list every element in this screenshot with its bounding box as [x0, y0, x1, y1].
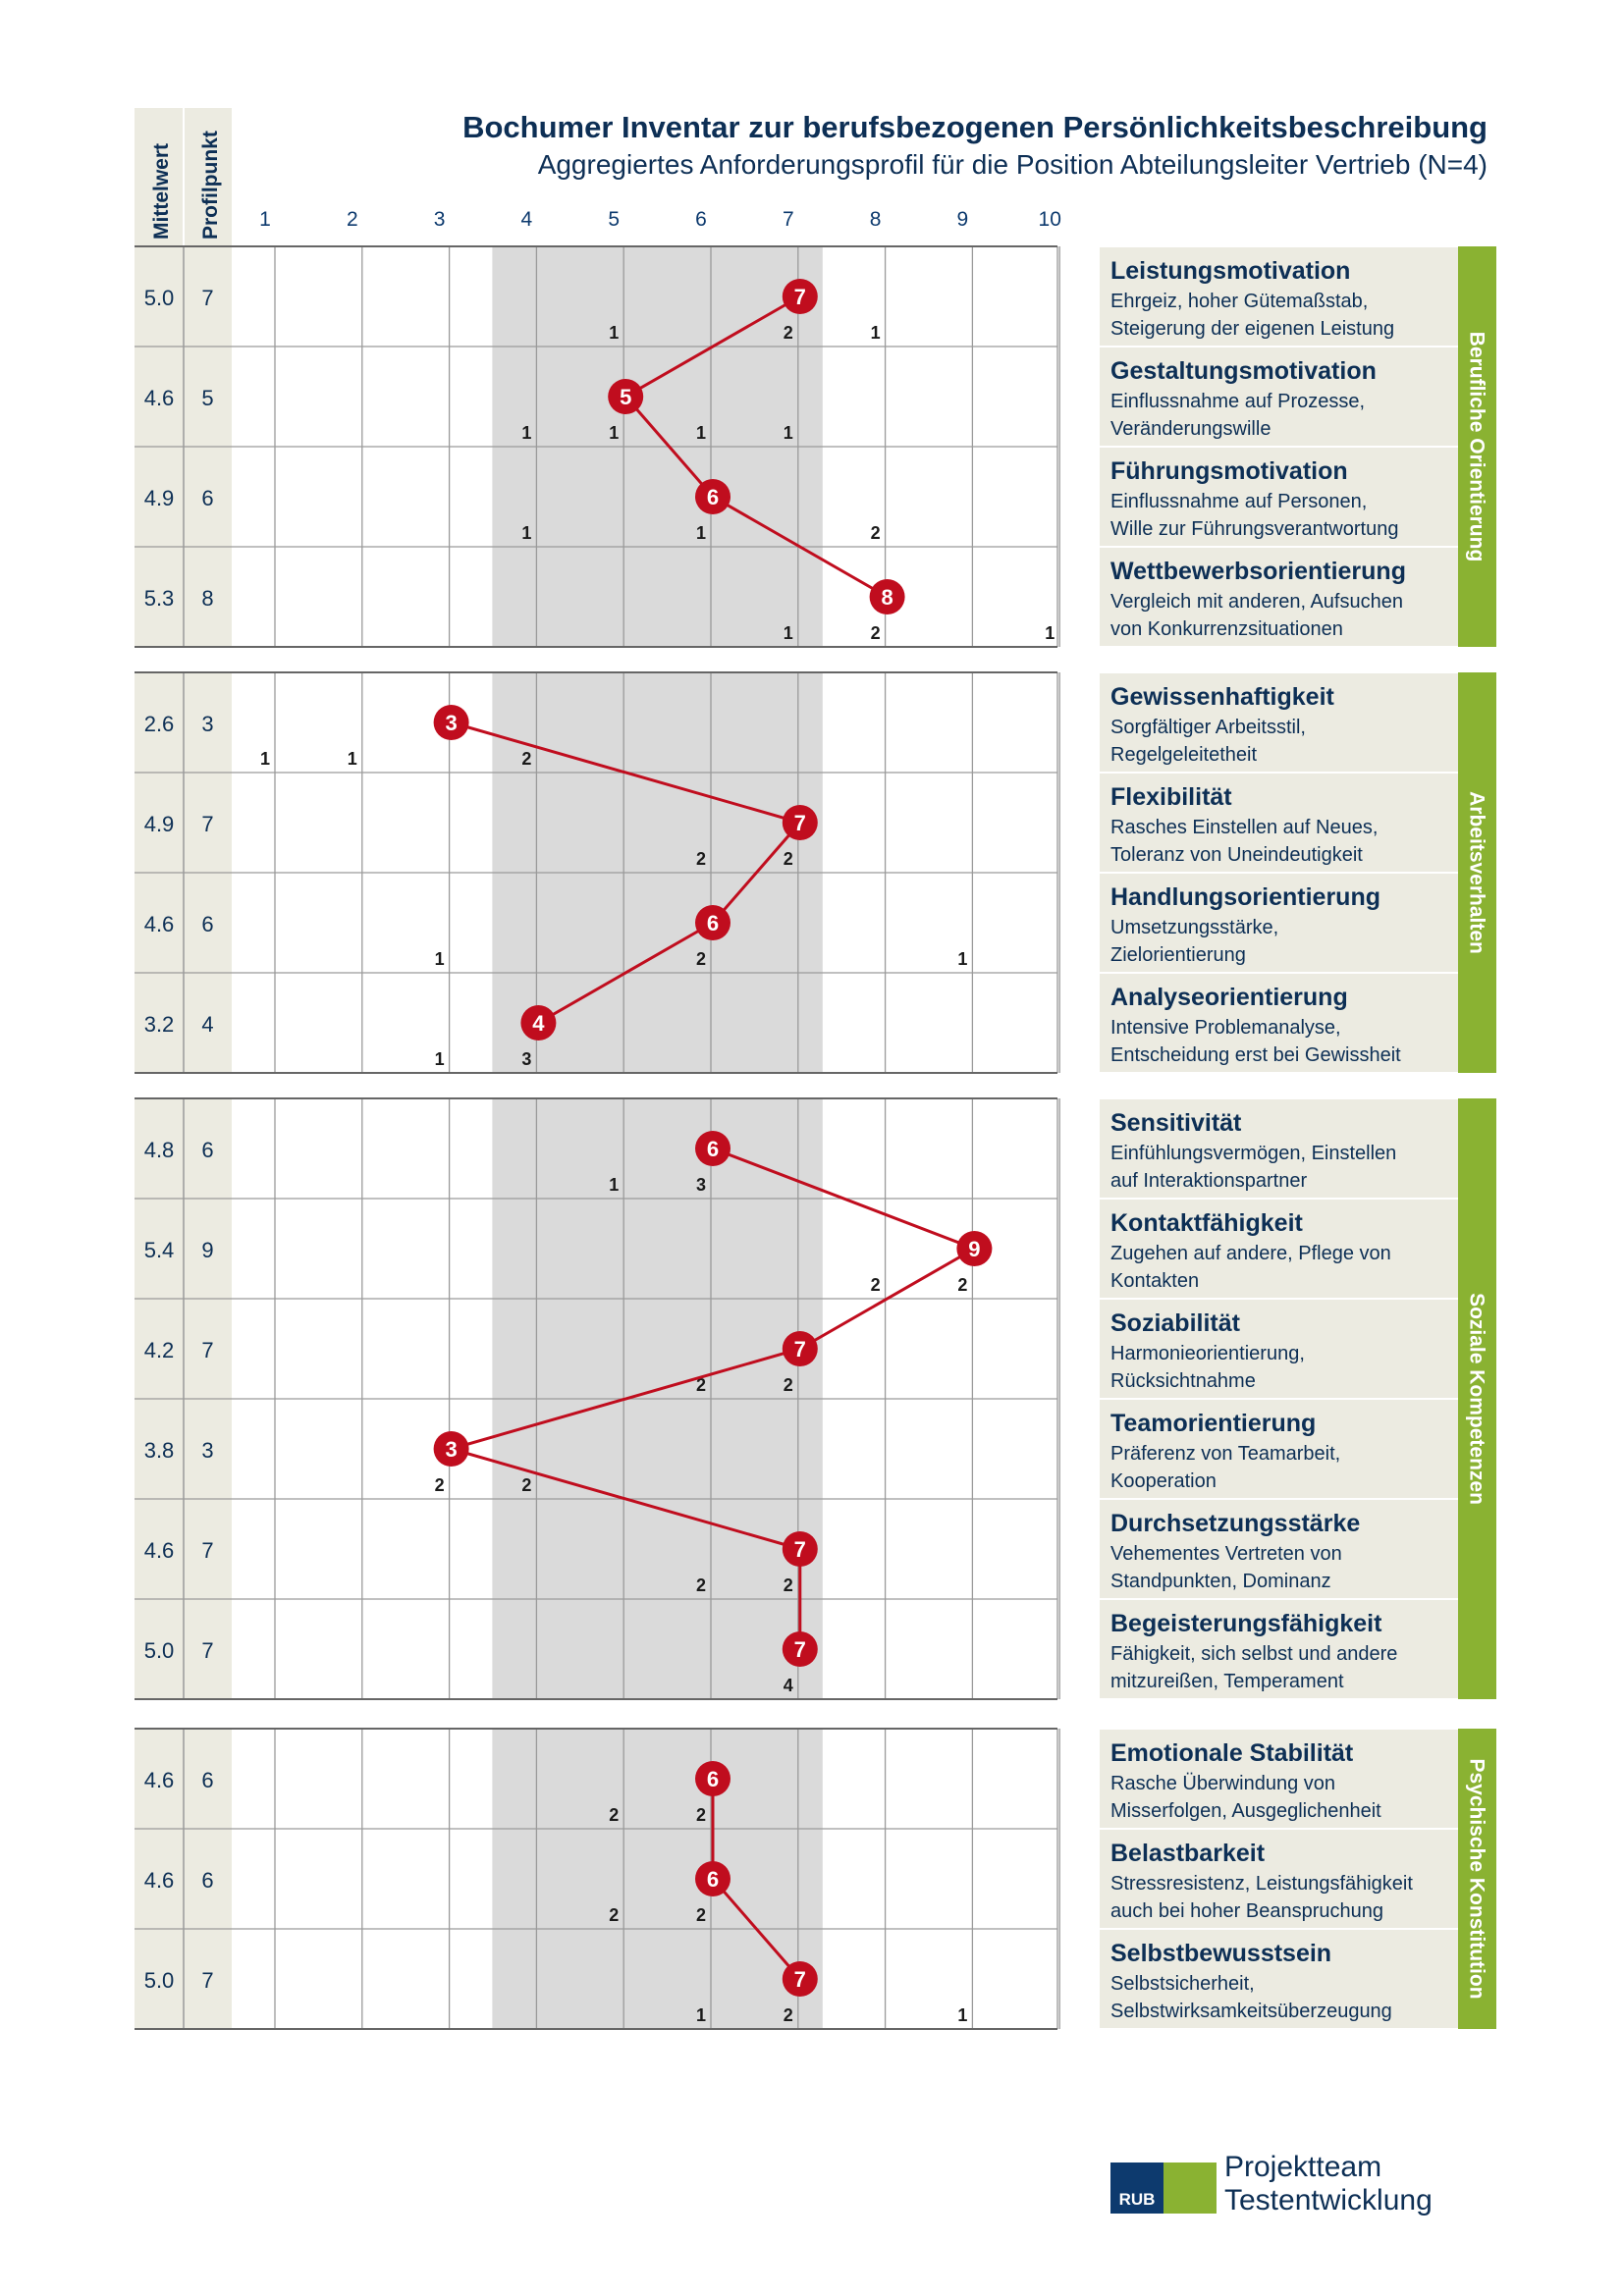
dimension-desc: Standpunkten, Dominanz — [1110, 1571, 1331, 1592]
group-label: Berufliche Orientierung — [1465, 331, 1488, 562]
dimension-desc: Veränderungswille — [1110, 418, 1271, 440]
axis-tick-7: 7 — [782, 208, 794, 231]
profile-value: 7 — [201, 1538, 214, 1563]
profile-marker-label: 6 — [706, 1767, 720, 1791]
dimension-desc: Einfühlungsvermögen, Einstellen — [1110, 1143, 1397, 1164]
response-count: 2 — [695, 849, 707, 869]
dimension-desc: Intensive Problemanalyse, — [1110, 1017, 1341, 1039]
response-count: 4 — [783, 1676, 793, 1695]
axis-tick-6: 6 — [695, 208, 707, 231]
dimension-title: Gewissenhaftigkeit — [1110, 683, 1334, 711]
response-count: 2 — [783, 849, 793, 869]
response-count: 2 — [870, 523, 881, 543]
dimension-desc: Entscheidung erst bei Gewissheit — [1110, 1044, 1401, 1066]
dimension-desc: Stressresistenz, Leistungsfähigkeit — [1110, 1873, 1413, 1895]
profile-column-header: Profilpunkt — [199, 131, 222, 240]
response-count: 1 — [1045, 623, 1055, 643]
average-band — [492, 1729, 822, 2029]
dimension-desc: Kooperation — [1110, 1470, 1217, 1492]
profile-marker-label: 5 — [620, 385, 632, 409]
response-count: 1 — [609, 323, 620, 343]
group-label: Psychische Konstitution — [1465, 1758, 1488, 2000]
dimension-title: Durchsetzungsstärke — [1110, 1510, 1361, 1537]
dimension-title: Flexibilität — [1110, 783, 1232, 811]
response-count: 1 — [609, 423, 620, 443]
axis-tick-5: 5 — [608, 208, 621, 231]
dimension-desc: Zielorientierung — [1110, 944, 1246, 966]
axis-tick-8: 8 — [869, 208, 882, 231]
mean-value: 4.2 — [143, 1338, 175, 1362]
dimension-desc: Rasches Einstellen auf Neues, — [1110, 817, 1379, 838]
profile-marker-label: 6 — [706, 1137, 720, 1161]
profile-marker-label: 7 — [793, 1967, 806, 1992]
profile-marker-label: 7 — [793, 1337, 806, 1362]
mean-value: 3.2 — [143, 1012, 175, 1037]
dimension-title: Analyseorientierung — [1110, 984, 1348, 1011]
page-title: Bochumer Inventar zur berufsbezogenen Persönlichkeitsbeschreibung — [462, 110, 1488, 144]
dimension-title: Selbstbewusstsein — [1110, 1940, 1332, 1967]
page-subtitle: Aggregiertes Anforderungsprofil für die Position Abteilungsleiter Vertrieb (N=4) — [537, 149, 1488, 180]
response-count: 1 — [870, 323, 881, 343]
mean-value: 4.6 — [143, 1868, 175, 1893]
profile-value: 3 — [201, 1438, 214, 1463]
profile-marker-label: 3 — [445, 1437, 458, 1462]
mean-value: 5.0 — [143, 286, 175, 310]
response-count: 1 — [609, 1175, 620, 1195]
profile-value: 3 — [201, 712, 214, 736]
profile-marker-label: 7 — [793, 1537, 806, 1562]
profile-marker-label: 4 — [532, 1011, 545, 1036]
logo-line-2: Testentwicklung — [1224, 2184, 1433, 2216]
profile-value: 6 — [201, 1138, 214, 1162]
mean-column-header: Mittelwert — [150, 142, 173, 240]
response-count: 1 — [695, 523, 707, 543]
response-count: 2 — [434, 1475, 445, 1495]
response-count: 1 — [434, 949, 445, 969]
dimension-desc: Wille zur Führungsverantwortung — [1110, 518, 1399, 540]
mean-value: 4.8 — [143, 1138, 175, 1162]
response-count: 2 — [783, 1575, 793, 1595]
dimension-desc: Einflussnahme auf Prozesse, — [1110, 391, 1366, 412]
group-3 — [135, 1098, 1496, 1699]
mean-value: 5.4 — [143, 1238, 175, 1262]
rub-logo — [1110, 2151, 1434, 2219]
profile-value: 6 — [201, 912, 214, 936]
dimension-desc: Rücksichtnahme — [1110, 1370, 1256, 1392]
dimension-title: Kontaktfähigkeit — [1110, 1209, 1303, 1237]
group-1 — [135, 246, 1496, 647]
mean-value: 5.0 — [143, 1638, 175, 1663]
dimension-desc: Kontakten — [1110, 1270, 1200, 1292]
response-count: 1 — [259, 749, 271, 769]
dimension-desc: Rasche Überwindung von — [1110, 1773, 1336, 1794]
response-count: 1 — [521, 423, 532, 443]
response-count: 2 — [957, 1275, 968, 1295]
response-count: 3 — [695, 1175, 707, 1195]
dimension-desc: Harmonieorientierung, — [1110, 1343, 1305, 1364]
response-count: 2 — [695, 1805, 707, 1825]
mean-value: 5.0 — [143, 1968, 175, 1993]
response-count: 2 — [783, 2005, 793, 2025]
dimension-desc: Selbstsicherheit, — [1110, 1973, 1255, 1995]
profile-value: 9 — [201, 1238, 214, 1262]
axis-tick-1: 1 — [259, 208, 271, 231]
dimension-desc: Selbstwirksamkeitsüberzeugung — [1110, 2001, 1392, 2022]
axis-tick-3: 3 — [433, 208, 446, 231]
response-count: 3 — [521, 1049, 532, 1069]
dimension-desc: von Konkurrenzsituationen — [1110, 618, 1343, 640]
group-label: Soziale Kompetenzen — [1465, 1293, 1488, 1505]
group-4 — [135, 1729, 1496, 2029]
dimension-desc: Toleranz von Uneindeutigkeit — [1110, 844, 1363, 866]
mean-value: 4.6 — [143, 1768, 175, 1792]
profile-marker-label: 3 — [445, 711, 458, 735]
dimension-desc: Zugehen auf andere, Pflege von — [1110, 1243, 1391, 1264]
profile-value: 6 — [201, 486, 214, 510]
mean-value: 4.6 — [143, 912, 175, 936]
dimension-desc: Steigerung der eigenen Leistung — [1110, 318, 1395, 340]
dimension-desc: mitzureißen, Temperament — [1110, 1671, 1344, 1692]
response-count: 1 — [957, 949, 968, 969]
response-count: 2 — [695, 949, 707, 969]
response-count: 1 — [695, 2005, 707, 2025]
profile-marker-label: 6 — [706, 911, 720, 935]
dimension-desc: Vergleich mit anderen, Aufsuchen — [1110, 591, 1403, 613]
axis-tick-4: 4 — [520, 208, 533, 231]
profile-marker-label: 9 — [968, 1237, 981, 1261]
response-count: 2 — [609, 1805, 620, 1825]
response-count: 1 — [783, 623, 793, 643]
response-count: 2 — [695, 1905, 707, 1925]
response-count: 2 — [783, 1375, 793, 1395]
dimension-title: Leistungsmotivation — [1110, 257, 1351, 285]
profile-value: 4 — [201, 1012, 214, 1037]
response-count: 1 — [434, 1049, 445, 1069]
dimension-desc: Regelgeleitetheit — [1110, 744, 1257, 766]
mean-value: 2.6 — [143, 712, 175, 736]
dimension-desc: Einflussnahme auf Personen, — [1110, 491, 1368, 512]
profile-value: 7 — [201, 812, 214, 836]
group-2 — [135, 672, 1496, 1073]
response-count: 1 — [347, 749, 357, 769]
mean-value: 4.9 — [143, 812, 175, 836]
profile-value: 7 — [201, 1968, 214, 1993]
response-count: 2 — [783, 323, 793, 343]
profile-value: 6 — [201, 1768, 214, 1792]
response-count: 2 — [870, 623, 881, 643]
dimension-title: Belastbarkeit — [1110, 1840, 1266, 1867]
dimension-title: Soziabilität — [1110, 1309, 1240, 1337]
response-count: 2 — [521, 1475, 532, 1495]
dimension-title: Emotionale Stabilität — [1110, 1739, 1354, 1767]
profile-value: 5 — [201, 386, 214, 410]
profile-value: 6 — [201, 1868, 214, 1893]
profile-value: 7 — [201, 286, 214, 310]
axis-tick-9: 9 — [956, 208, 969, 231]
mean-value: 5.3 — [143, 586, 175, 611]
response-count: 2 — [695, 1375, 707, 1395]
axis-tick-10: 10 — [1038, 208, 1061, 231]
dimension-title: Sensitivität — [1110, 1109, 1242, 1137]
dimension-desc: Umsetzungsstärke, — [1110, 917, 1279, 938]
logo-shape-icon — [1163, 2163, 1217, 2214]
profile-value: 8 — [201, 586, 214, 611]
profile-marker-label: 6 — [706, 485, 720, 509]
dimension-title: Handlungsorientierung — [1110, 883, 1380, 911]
dimension-desc: Sorgfältiger Arbeitsstil, — [1110, 717, 1306, 738]
axis-tick-2: 2 — [346, 208, 358, 231]
response-count: 1 — [957, 2005, 968, 2025]
mean-value: 4.6 — [143, 1538, 175, 1563]
dimension-desc: Präferenz von Teamarbeit, — [1110, 1443, 1341, 1465]
dimension-title: Teamorientierung — [1110, 1410, 1317, 1437]
response-count: 2 — [870, 1275, 881, 1295]
profile-value: 7 — [201, 1338, 214, 1362]
rub-logo-box: RUB — [1110, 2163, 1163, 2214]
response-count: 2 — [521, 749, 532, 769]
logo-line-1: Projektteam — [1224, 2151, 1382, 2183]
dimension-desc: Vehementes Vertreten von — [1110, 1543, 1342, 1565]
group-label: Arbeitsverhalten — [1465, 791, 1488, 954]
profile-marker-label: 7 — [793, 1637, 806, 1662]
response-count: 1 — [783, 423, 793, 443]
profile-marker-label: 7 — [793, 811, 806, 835]
dimension-desc: Misserfolgen, Ausgeglichenheit — [1110, 1800, 1381, 1822]
dimension-desc: auf Interaktionspartner — [1110, 1170, 1308, 1192]
response-count: 1 — [695, 423, 707, 443]
dimension-desc: Fähigkeit, sich selbst und andere — [1110, 1643, 1398, 1665]
response-count: 2 — [695, 1575, 707, 1595]
mean-value: 3.8 — [143, 1438, 175, 1463]
dimension-title: Wettbewerbsorientierung — [1110, 558, 1406, 585]
dimension-title: Begeisterungsfähigkeit — [1110, 1610, 1382, 1637]
profile-marker-label: 6 — [706, 1867, 720, 1892]
dimension-title: Führungsmotivation — [1110, 457, 1348, 485]
profile-marker-label: 8 — [881, 585, 893, 610]
response-count: 1 — [521, 523, 532, 543]
response-count: 2 — [609, 1905, 620, 1925]
dimension-desc: Ehrgeiz, hoher Gütemaßstab, — [1110, 291, 1369, 312]
mean-value: 4.6 — [143, 386, 175, 410]
dimension-title: Gestaltungsmotivation — [1110, 357, 1377, 385]
profile-value: 7 — [201, 1638, 214, 1663]
dimension-desc: auch bei hoher Beanspruchung — [1110, 1900, 1383, 1922]
profile-marker-label: 7 — [793, 285, 806, 309]
mean-value: 4.9 — [143, 486, 175, 510]
